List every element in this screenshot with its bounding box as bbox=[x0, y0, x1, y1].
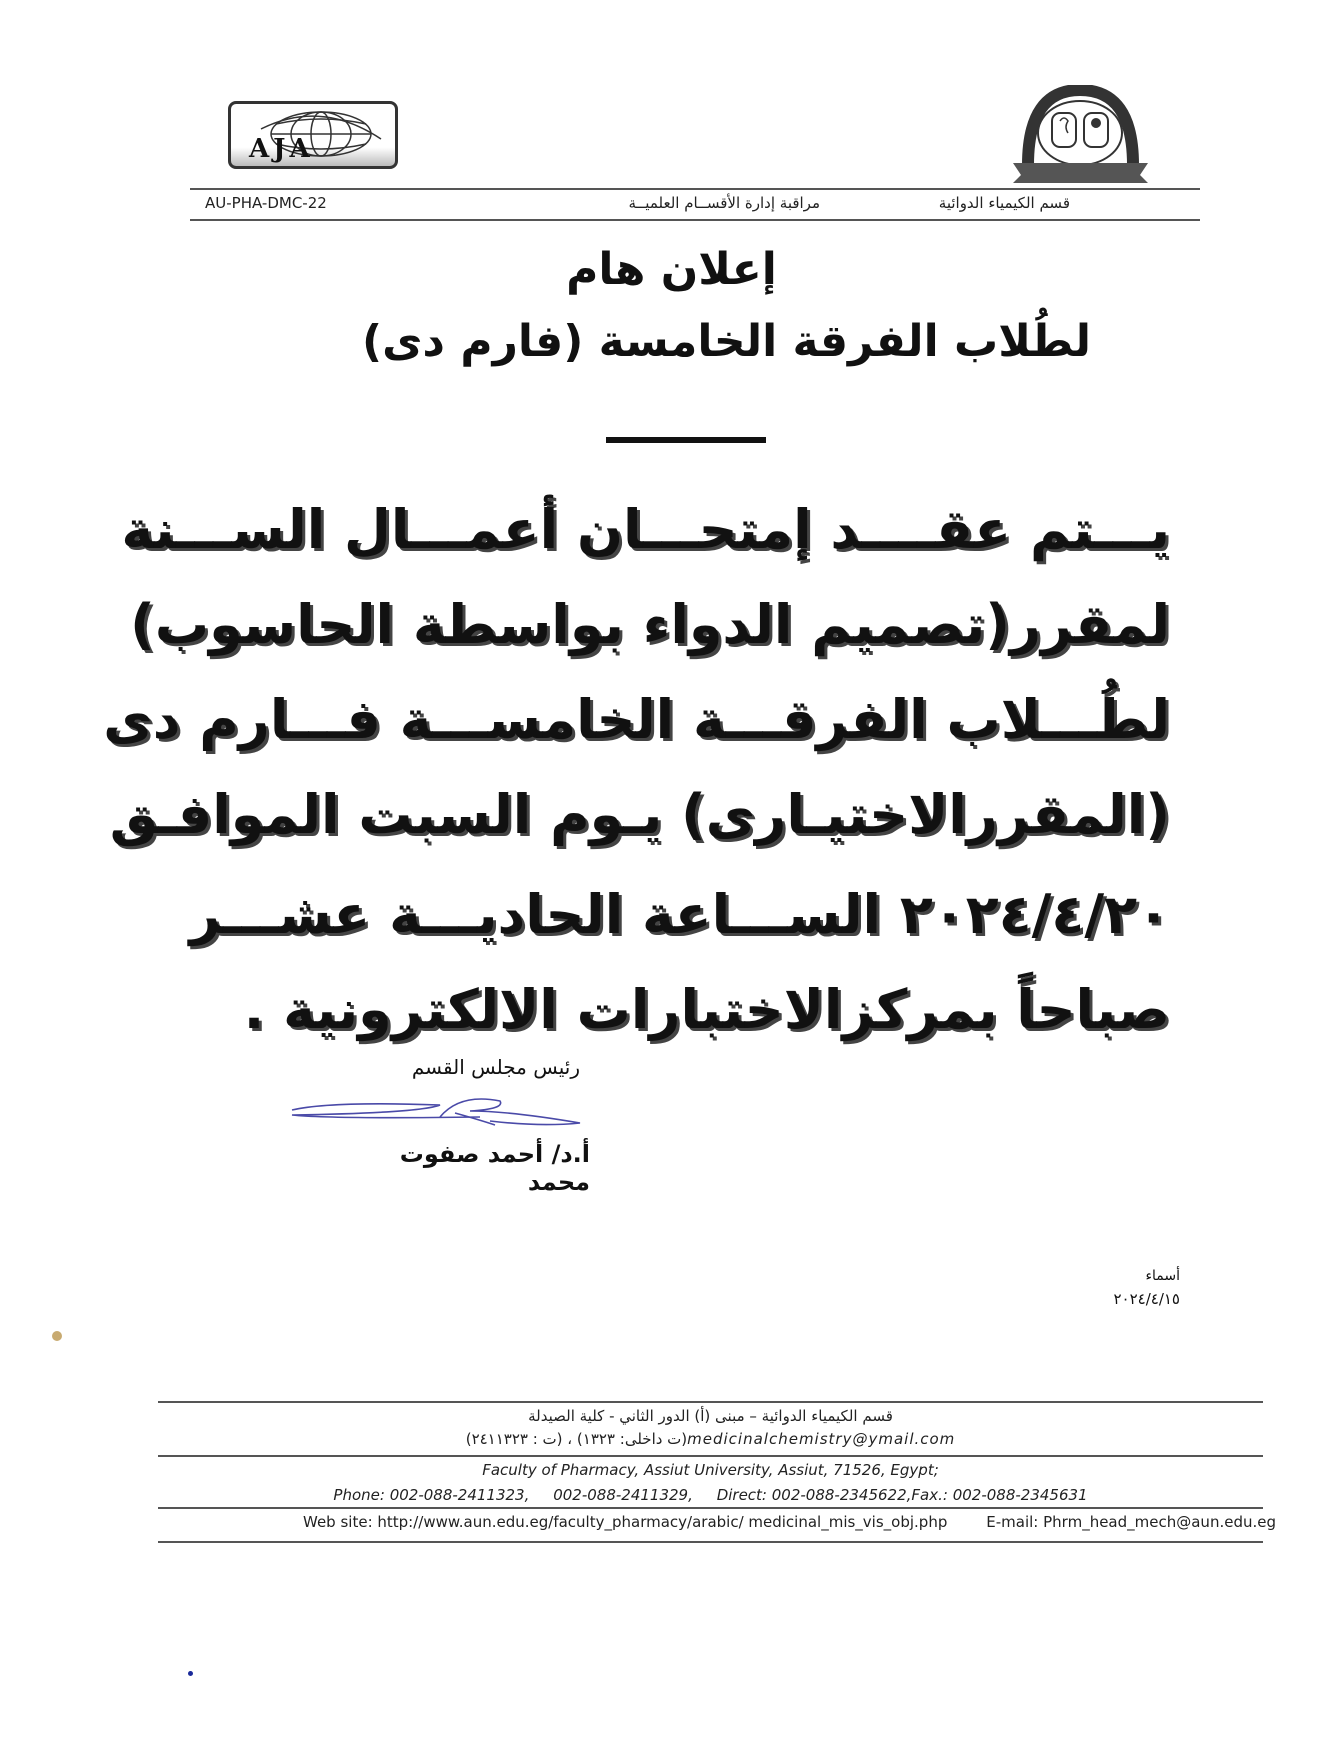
footer-rule-4 bbox=[158, 1541, 1263, 1543]
scan-speck bbox=[52, 1331, 62, 1341]
footer-web-row bbox=[158, 1513, 1276, 1531]
signatory-role: رئيس مجلس القسم bbox=[411, 1055, 580, 1079]
footer-phones: Phone: 002-088-2411323, 002-088-2411329, Direct: 002-088-2345622,Fax.: 002-088-2345631 bbox=[333, 1486, 1088, 1504]
aja-logo-text: AJA bbox=[249, 134, 314, 164]
body-line-4: (المقررالاختيـارى) يـوم السبت الموافـق bbox=[109, 783, 1170, 846]
announcement-subtitle: لطُلاب الفرقة الخامسة (فارم دى) bbox=[362, 316, 1091, 367]
header-center-label: مراقبة إدارة الأقســام العلميــة bbox=[628, 194, 820, 212]
footer-rule-1 bbox=[158, 1401, 1263, 1403]
aja-logo bbox=[228, 101, 398, 169]
scan-speck bbox=[188, 1671, 193, 1676]
university-emblem-icon bbox=[1008, 85, 1153, 185]
body-line-3: لطُـــلاب الفرقـــة الخامســـة فـــارم دى bbox=[103, 688, 1170, 751]
header-top-rule bbox=[190, 188, 1200, 190]
typist-name: أسماء bbox=[1145, 1268, 1180, 1284]
body-line-6: صباحاً بمركزالاختبارات الالكترونية . bbox=[243, 978, 1170, 1041]
footer-address-en: Faculty of Pharmacy, Assiut University, Assiut, 71526, Egypt; bbox=[482, 1461, 939, 1479]
department-name: قسم الكيمياء الدوائية bbox=[938, 194, 1070, 212]
footer-address-ar: قسم الكيمياء الدوائية – مبنى (أ) الدور الثاني - كلية الصيدلة bbox=[528, 1407, 893, 1425]
footer-rule-3 bbox=[158, 1507, 1263, 1509]
document-code: AU-PHA-DMC-22 bbox=[205, 194, 327, 212]
announcement-title: إعلان هام bbox=[566, 244, 777, 295]
footer-contact-ar: (ت داخلى: ١٣٢٣) ، (ت : ٢٤١١٣٢٣) bbox=[465, 1430, 688, 1448]
footer-rule-2 bbox=[158, 1455, 1263, 1457]
university-emblem bbox=[1008, 85, 1153, 185]
footer-website[interactable]: Web site: http://www.aun.edu.eg/faculty_pharmacy/arabic/ medicinal_mis_vis_obj.php bbox=[303, 1513, 948, 1531]
body-line-1: يـــتم عقــــد إمتحـــان أعمـــال الســـنة bbox=[121, 498, 1170, 561]
body-line-5: ٢٠٢٤/٤/٢٠ الســـاعة الحاديـــة عشـــر bbox=[189, 883, 1170, 946]
handwritten-signature-icon bbox=[290, 1095, 600, 1145]
body-line-2: لمقرر(تصميم الدواء بواسطة الحاسوب) bbox=[130, 593, 1170, 656]
typist-date: ٢٠٢٤/٤/١٥ bbox=[1113, 1290, 1180, 1308]
title-underline bbox=[606, 437, 766, 443]
footer-contact-email[interactable]: medicinalchemistry@ymail.com bbox=[687, 1430, 956, 1448]
footer-contact-line bbox=[158, 1430, 1263, 1448]
header-bottom-rule bbox=[190, 219, 1200, 221]
signatory-name: أ.د/ أحمد صفوت محمد bbox=[399, 1140, 590, 1196]
footer-email[interactable]: E-mail: Phrm_head_mech@aun.edu.eg bbox=[986, 1513, 1276, 1531]
